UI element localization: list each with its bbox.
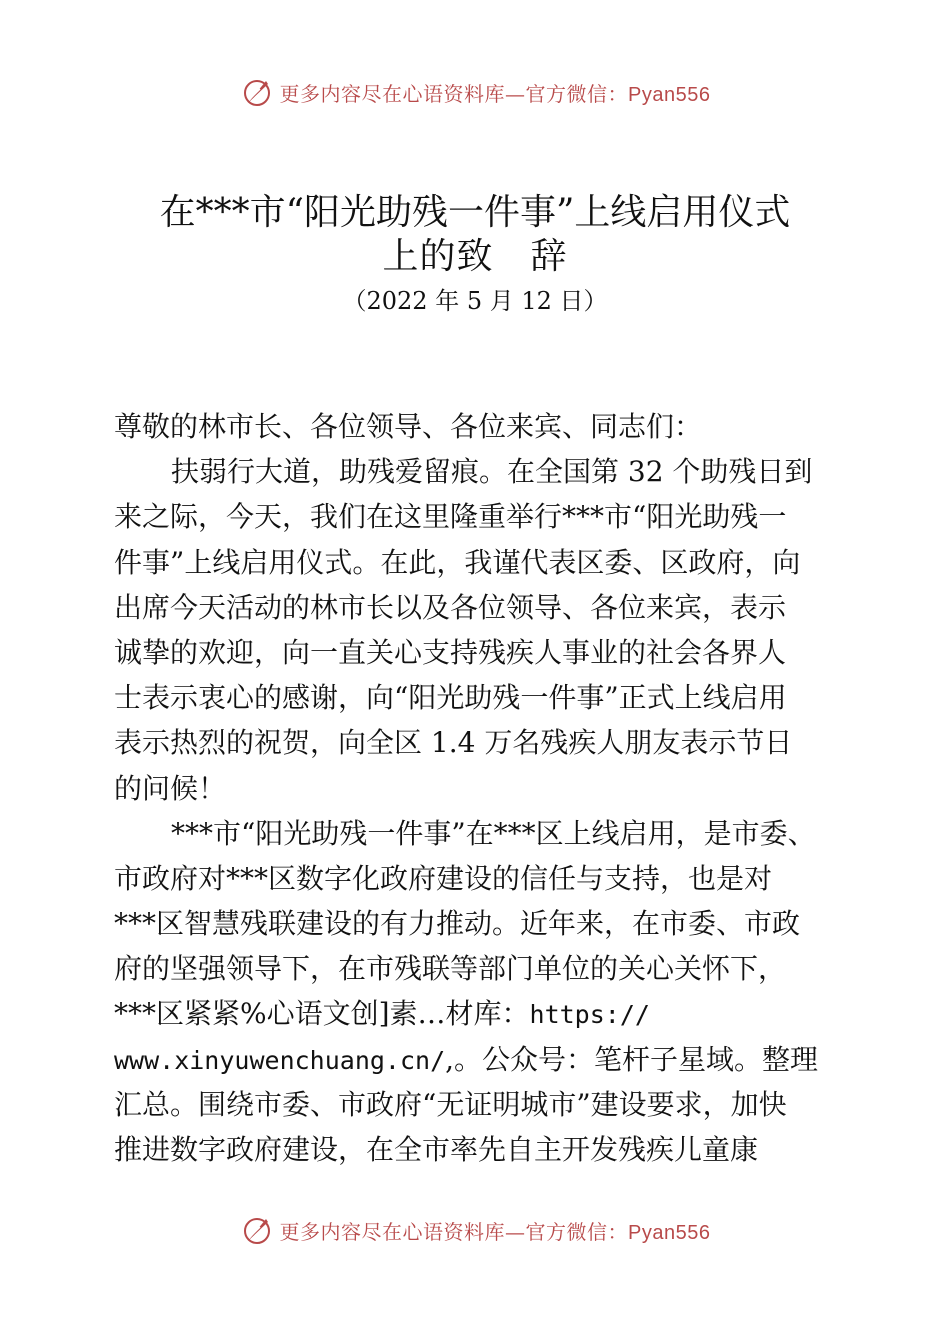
paragraph-1-line: 表示热烈的祝贺，向全区 1.4 万名残疾人朋友表示节日 (114, 726, 793, 760)
paragraph-2-line: ***市“阳光助残一件事”在***区上线启用，是市委、 (171, 816, 816, 850)
paragraph-1-line: 出席今天活动的林市长以及各位领导、各位来宾，表示 (114, 590, 787, 624)
paragraph-2-url-line: ***区紧紧%心语文创]素…材库：https:// (114, 997, 650, 1031)
document-title-line-2: 上的致 辞 (382, 236, 568, 277)
quill-pen-logo-icon (240, 75, 274, 109)
paragraph-2-line: 汇总。围绕市委、市政府“无证明城市”建设要求，加快 (114, 1087, 787, 1121)
banner-text: 更多内容尽在心语资料库—官方微信：Pyan556 (279, 1219, 711, 1244)
banner-wechat-id: Pyan556 (628, 83, 711, 106)
paragraph-1-line: 士表示衷心的感谢，向“阳光助残一件事”正式上线启用 (114, 681, 787, 715)
paragraph-2-line: 市政府对***区数字化政府建设的信任与支持，也是对 (114, 861, 773, 895)
paragraph-1-line: 诚挚的欢迎，向一直关心支持残疾人事业的社会各界人 (114, 635, 787, 669)
footer-banner (0, 1210, 950, 1250)
speech-body (114, 404, 842, 1172)
header-banner (0, 72, 950, 112)
paragraph-2-url-line: www.xinyuwenchuang.cn/,。公众号：笔杆子星域。整理 (114, 1042, 819, 1076)
paragraph-1-line: 扶弱行大道，助残爱留痕。在全国第 32 个助残日到 (171, 455, 813, 489)
quill-pen-logo-icon (240, 1213, 274, 1247)
paragraph-2-line: 府的坚强领导下，在市残联等部门单位的关心关怀下， (114, 952, 787, 986)
paragraph-1-line: 件事”上线启用仪式。在此，我谨代表区委、区政府，向 (114, 545, 801, 579)
banner-text: 更多内容尽在心语资料库—官方微信：Pyan556 (279, 81, 711, 106)
paragraph-1-line: 的问候！ (114, 771, 227, 805)
paragraph-2-line: 推进数字政府建设，在全市率先自主开发残疾儿童康 (114, 1133, 759, 1166)
url-text: www.xinyuwenchuang.cn/ (114, 1045, 446, 1075)
document-title-line-1: 在***市“阳光助残一件事”上线启用仪式 (159, 192, 791, 233)
paragraph-1-line: 来之际，今天，我们在这里隆重举行***市“阳光助残一 (114, 500, 787, 534)
paragraph-2-line: ***区智慧残联建设的有力推动。近年来，在市委、市政 (114, 907, 801, 941)
banner-wechat-id: Pyan556 (628, 1221, 711, 1244)
url-text: https:// (529, 1000, 650, 1030)
document-date: （2022 年 5 月 12 日） (342, 287, 608, 315)
salutation: 尊敬的林市长、各位领导、各位来宾、同志们： (114, 410, 703, 443)
